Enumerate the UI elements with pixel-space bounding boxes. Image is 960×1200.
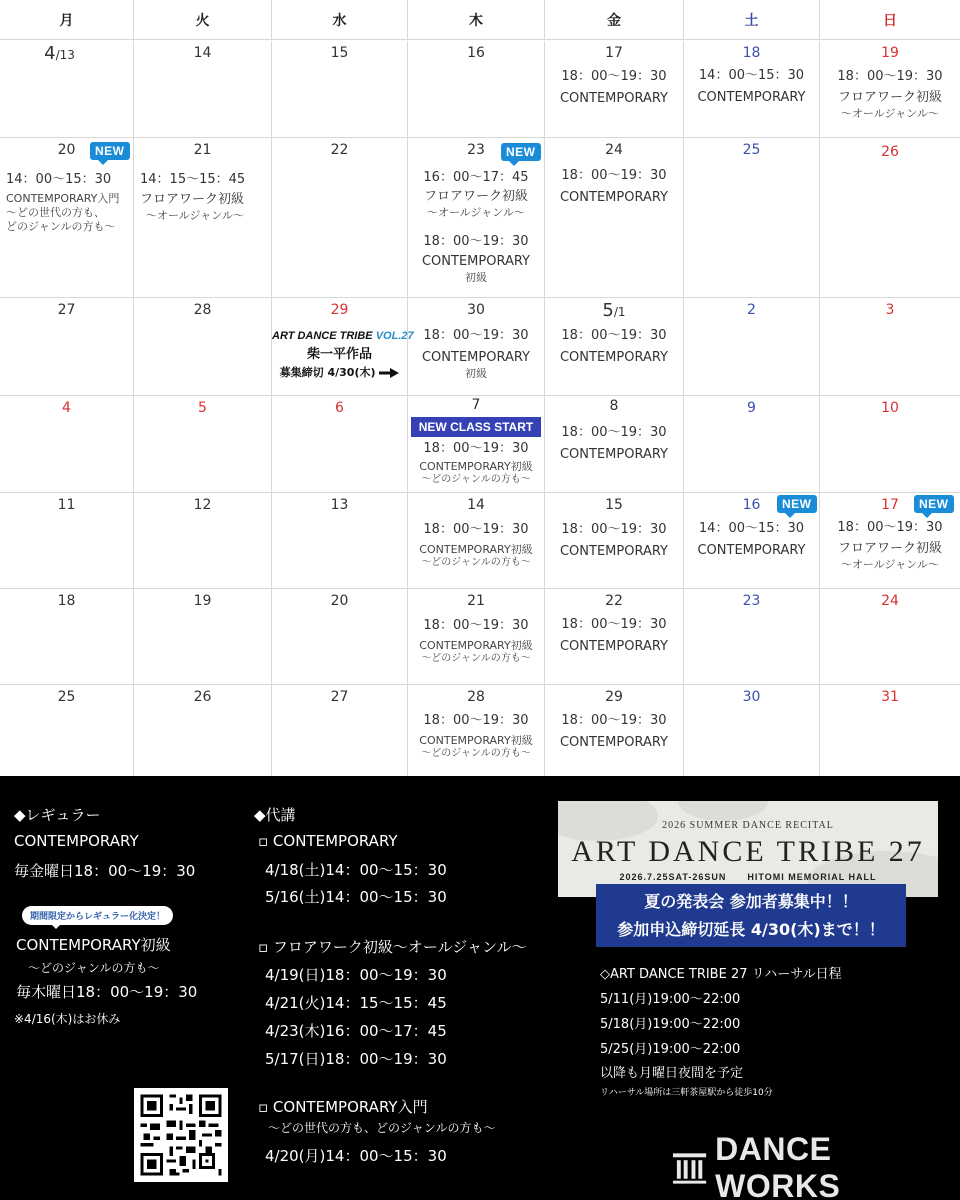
class-name: CONTEMPORARY [697, 90, 806, 106]
day-cell[interactable] [0, 589, 134, 684]
day-number: 8 [609, 398, 619, 414]
class-name: CONTEMPORARY [559, 190, 669, 206]
class-time: 14：00〜15：30 [6, 172, 112, 187]
day-number: 12 [193, 497, 212, 513]
recital-deadline: 募集締切 4/30(木) [272, 366, 407, 380]
recital-title: ART DANCE TRIBE VOL.27 [272, 330, 414, 342]
day-number: 14 [193, 45, 212, 61]
day-cell[interactable] [820, 685, 960, 776]
class-subtitle: 〜どのジャンルの方も〜 [421, 474, 531, 485]
day-number: 25 [742, 142, 761, 158]
class-time: 18：00〜19：30 [423, 328, 529, 343]
day-number: 24 [605, 142, 623, 158]
rehearsal-date: 5/11(月)19:00〜22:00 [600, 992, 741, 1007]
day-number: 5/1 [602, 300, 626, 321]
substitute-date: 4/18(土)14：00〜15：30 [265, 861, 447, 879]
regular-promo-pill: 期間限定からレギュラー化決定！ [22, 906, 173, 925]
class-name: フロアワーク初級 [140, 192, 245, 208]
qr-code[interactable] [134, 1088, 228, 1182]
class-level: 初級 [465, 366, 487, 380]
week-row [0, 493, 960, 589]
class-time: 18：00〜19：30 [561, 168, 667, 183]
class-name: CONTEMPORARY初級 [419, 639, 533, 653]
day-cell[interactable] [545, 493, 684, 588]
class-name: CONTEMPORARY初級 [419, 543, 533, 557]
day-number: 26 [881, 144, 899, 160]
class-level: 初級 [465, 270, 487, 284]
class-event[interactable] [408, 328, 544, 380]
day-number: 25 [57, 689, 76, 705]
class-event[interactable] [408, 441, 544, 487]
class-name: CONTEMPORARY [697, 543, 806, 559]
rehearsal-date: 5/18(月)19:00〜22:00 [600, 1017, 741, 1032]
regular-class-name: CONTEMPORARY初級 [16, 936, 171, 954]
poster-date-venue: 2026.7.25SAT-26SUN HITOMI MEMORIAL HALL [619, 872, 877, 882]
day-cell[interactable] [134, 589, 272, 684]
day-number: 19 [193, 593, 212, 609]
class-name: CONTEMPORARY [559, 350, 669, 366]
class-time: 18：00〜19：30 [561, 713, 667, 728]
weekday-sun: 日 [883, 13, 897, 29]
substitute-date: 4/21(火)14：15〜15：45 [265, 994, 447, 1012]
class-time: 18：00〜19：30 [561, 328, 667, 343]
rehearsal-place: リハーサル場所は三軒茶屋駅から徒歩10分 [600, 1088, 773, 1098]
day-number: 27 [57, 302, 76, 318]
day-cell[interactable] [408, 589, 545, 684]
week-row [0, 298, 960, 396]
day-cell[interactable] [820, 138, 960, 297]
week-row [0, 685, 960, 776]
day-cell[interactable] [408, 41, 545, 137]
class-time: 18：00〜19：30 [423, 618, 529, 633]
class-event[interactable] [545, 69, 683, 108]
class-event[interactable] [820, 520, 960, 571]
recital-poster[interactable] [558, 801, 938, 897]
week-row [0, 138, 960, 298]
day-cell[interactable] [820, 589, 960, 684]
class-event[interactable] [684, 521, 819, 560]
class-name: フロアワーク初級 [837, 90, 942, 106]
new-badge: NEW [777, 495, 817, 513]
new-badge: NEW [914, 495, 954, 513]
class-name: CONTEMPORARY [421, 350, 531, 366]
day-cell[interactable] [134, 41, 272, 137]
building-icon [672, 1151, 707, 1185]
class-event[interactable] [6, 172, 133, 234]
day-cell[interactable] [0, 41, 134, 137]
class-event[interactable] [545, 168, 683, 207]
day-cell[interactable] [684, 41, 820, 137]
day-cell[interactable] [0, 298, 134, 395]
class-time: 18：00〜19：30 [561, 425, 667, 440]
new-class-start-label: NEW CLASS START [411, 417, 541, 437]
recruitment-banner[interactable] [596, 884, 906, 947]
day-cell[interactable] [272, 589, 408, 684]
class-name: CONTEMPORARY [421, 254, 531, 270]
class-name: CONTEMPORARY [559, 447, 669, 463]
class-event[interactable] [820, 69, 960, 120]
day-cell[interactable] [0, 396, 134, 492]
day-cell[interactable] [408, 298, 545, 395]
arrow-right-icon [379, 368, 399, 378]
class-subtitle: 〜どのジャンルの方も〜 [421, 557, 531, 568]
day-cell[interactable] [408, 685, 545, 776]
day-number: 29 [330, 302, 349, 318]
class-event[interactable] [545, 617, 683, 656]
rehearsal-note: 以降も月曜日夜間を予定 [600, 1066, 744, 1081]
day-cell[interactable] [684, 493, 820, 588]
class-event[interactable] [684, 68, 819, 107]
weekday-header [0, 0, 960, 40]
substitute-date: 5/17(日)18：00〜19：30 [265, 1050, 447, 1068]
class-event[interactable] [408, 713, 544, 761]
poster-subtitle: 2026 SUMMER DANCE RECITAL [662, 820, 834, 831]
class-time: 18：00〜19：30 [561, 617, 667, 632]
regular-class-schedule: 毎金曜日18：00〜19：30 [14, 862, 196, 880]
day-number: 10 [881, 400, 899, 416]
day-number: 19 [881, 45, 899, 61]
class-time: 18：00〜19：30 [837, 69, 943, 84]
day-number: 22 [330, 142, 349, 158]
day-cell[interactable] [684, 685, 820, 776]
day-number: 15 [605, 497, 623, 513]
day-number: 30 [742, 689, 761, 705]
day-number: 21 [193, 142, 212, 158]
day-cell[interactable] [272, 396, 408, 492]
day-cell[interactable] [820, 493, 960, 588]
day-cell[interactable] [134, 138, 272, 297]
day-number: 11 [57, 497, 76, 513]
day-number: 6 [335, 400, 344, 416]
class-subtitle: 〜どのジャンルの方も〜 [421, 653, 531, 664]
day-cell[interactable] [272, 41, 408, 137]
substitute-date: 5/16(土)14：00〜15：30 [265, 888, 447, 906]
week-row [0, 396, 960, 493]
weekday-fri: 金 [545, 0, 684, 40]
day-number: 15 [330, 45, 349, 61]
brand-name: DANCE WORKS [715, 1131, 841, 1200]
day-number: 20 [330, 593, 349, 609]
class-time: 18：00〜19：30 [423, 234, 529, 249]
class-event[interactable] [408, 618, 544, 666]
class-time: 18：00〜19：30 [561, 69, 667, 84]
day-cell[interactable] [134, 493, 272, 588]
day-cell[interactable] [684, 589, 820, 684]
regular-note: ※4/16(木)はお休み [14, 1012, 121, 1026]
class-time: 18：00〜19：30 [837, 520, 943, 535]
rehearsal-date: 5/25(月)19:00〜22:00 [600, 1042, 741, 1057]
class-time: 16：00〜17：45 [423, 170, 529, 185]
weekday-sat: 土 [684, 0, 820, 40]
week-row [0, 41, 960, 138]
day-number: 7 [471, 397, 481, 413]
substitute-class-subtitle: 〜どの世代の方も、どのジャンルの方も〜 [268, 1121, 496, 1135]
day-cell[interactable] [820, 396, 960, 492]
day-cell[interactable] [272, 138, 408, 297]
class-name: フロアワーク初級 [423, 189, 528, 205]
day-number: 18 [57, 593, 76, 609]
class-name: CONTEMPORARY [559, 91, 669, 107]
day-number: 30 [467, 302, 485, 318]
day-cell[interactable] [272, 298, 414, 395]
class-subtitle: 〜オールジャンル〜 [840, 557, 939, 571]
day-cell[interactable] [545, 138, 684, 297]
day-number: 23 [467, 142, 485, 158]
class-time: 14：00〜15：30 [698, 68, 805, 83]
day-number: 29 [605, 689, 623, 705]
substitute-class-name: ▫ CONTEMPORARY入門 [258, 1098, 428, 1116]
class-time: 14：00〜15：30 [698, 521, 805, 536]
day-number: 22 [605, 593, 623, 609]
day-cell[interactable] [408, 396, 545, 492]
day-cell[interactable] [272, 493, 408, 588]
weekday-wed: 水 [272, 0, 408, 40]
recital-notice[interactable] [272, 324, 414, 380]
day-cell[interactable] [0, 685, 134, 776]
day-cell[interactable] [545, 298, 684, 395]
day-number: 24 [881, 593, 899, 609]
regular-class-subtitle: 〜どのジャンルの方も〜 [28, 961, 160, 975]
substitute-date: 4/19(日)18：00〜19：30 [265, 966, 447, 984]
day-number: 2 [747, 302, 756, 318]
class-time: 14：15〜15：45 [140, 172, 246, 187]
day-cell[interactable] [0, 493, 134, 588]
substitute-class-name: ▫ CONTEMPORARY [258, 832, 398, 850]
day-cell[interactable] [820, 298, 960, 395]
regular-class-name: CONTEMPORARY [14, 832, 139, 850]
recital-work: 柴一平作品 [306, 347, 372, 362]
class-time: 18：00〜19：30 [561, 522, 667, 537]
new-badge: NEW [90, 142, 130, 160]
day-cell[interactable] [408, 493, 545, 588]
class-name: CONTEMPORARY初級 [419, 734, 533, 748]
day-cell[interactable] [408, 138, 545, 297]
class-subtitle: 〜どの世代の方も、 [6, 206, 105, 219]
class-name: CONTEMPORARY [559, 639, 669, 655]
new-badge: NEW [501, 143, 541, 161]
day-cell[interactable] [684, 298, 820, 395]
class-name: CONTEMPORARY [559, 544, 669, 560]
day-cell[interactable] [545, 685, 684, 776]
week-row [0, 589, 960, 685]
weekday-tue: 火 [134, 0, 272, 40]
day-number: 16 [742, 497, 761, 513]
class-event[interactable] [545, 425, 683, 464]
banner-line: 夏の発表会 参加者募集中！！ [644, 892, 858, 911]
day-number: 28 [193, 302, 212, 318]
day-number: 23 [742, 593, 761, 609]
day-number: 20 [57, 142, 76, 158]
class-subtitle: どのジャンルの方も〜 [6, 219, 116, 233]
day-number: 28 [467, 689, 485, 705]
class-subtitle: 〜どのジャンルの方も〜 [421, 748, 531, 759]
class-event[interactable] [140, 172, 271, 222]
weekday-thu: 木 [408, 0, 545, 40]
class-subtitle: 〜オールジャンル〜 [840, 106, 939, 120]
banner-line: 参加申込締切延長 4/30(木)まで！！ [617, 920, 885, 939]
class-time: 18：00〜19：30 [423, 713, 529, 728]
substitute-heading: ◆代講 [254, 806, 296, 824]
day-cell[interactable] [545, 589, 684, 684]
class-name: CONTEMPORARY初級 [419, 460, 533, 474]
class-name: フロアワーク初級 [837, 541, 942, 557]
day-cell[interactable] [684, 396, 820, 492]
info-footer [0, 776, 960, 1200]
day-number: 4 [62, 400, 71, 416]
day-cell[interactable] [134, 685, 272, 776]
class-event[interactable] [545, 713, 683, 752]
class-time: 18：00〜19：30 [423, 522, 529, 537]
dance-works-logo[interactable] [672, 1131, 960, 1200]
class-event[interactable] [545, 328, 683, 367]
day-number: 27 [330, 689, 349, 705]
day-number: 4/13 [44, 43, 75, 64]
class-name: CONTEMPORARY入門 [6, 192, 120, 206]
class-event[interactable] [545, 522, 683, 561]
day-number: 16 [467, 45, 485, 61]
day-cell[interactable] [820, 41, 960, 137]
day-number: 13 [330, 497, 349, 513]
class-subtitle: 〜オールジャンル〜 [146, 208, 245, 222]
day-cell[interactable] [0, 138, 134, 297]
class-name: CONTEMPORARY [559, 735, 669, 751]
day-cell[interactable] [134, 298, 272, 395]
day-number: 31 [881, 689, 899, 705]
substitute-date: 4/20(月)14：00〜15：30 [265, 1147, 447, 1165]
day-number: 18 [742, 45, 761, 61]
day-cell[interactable] [684, 138, 820, 297]
day-number: 3 [885, 302, 895, 318]
substitute-class-name: ▫ フロアワーク初級〜オールジャンル〜 [258, 938, 527, 956]
weekday-mon: 月 [0, 0, 134, 40]
rehearsal-heading: ◇ART DANCE TRIBE 27 リハーサル日程 [600, 967, 842, 982]
class-event[interactable] [408, 170, 544, 219]
class-subtitle: 〜オールジャンル〜 [426, 205, 525, 219]
day-cell[interactable] [134, 396, 272, 492]
day-cell[interactable] [272, 685, 408, 776]
day-number: 5 [198, 400, 207, 416]
class-event[interactable] [408, 234, 544, 284]
day-cell[interactable] [545, 396, 684, 492]
substitute-date: 4/23(木)16：00〜17：45 [265, 1022, 447, 1040]
class-time: 18：00〜19：30 [423, 441, 529, 456]
day-number: 26 [193, 689, 212, 705]
regular-class-schedule: 毎木曜日18：00〜19：30 [16, 983, 198, 1001]
regular-heading: ◆レギュラー [14, 806, 101, 824]
day-cell[interactable] [545, 41, 684, 137]
class-event[interactable] [408, 522, 544, 570]
day-number: 21 [467, 593, 485, 609]
day-number: 14 [467, 497, 485, 513]
day-number: 17 [881, 497, 899, 513]
day-number: 17 [605, 45, 623, 61]
poster-title: ART DANCE TRIBE 27 [571, 835, 925, 868]
day-number: 9 [747, 400, 756, 416]
